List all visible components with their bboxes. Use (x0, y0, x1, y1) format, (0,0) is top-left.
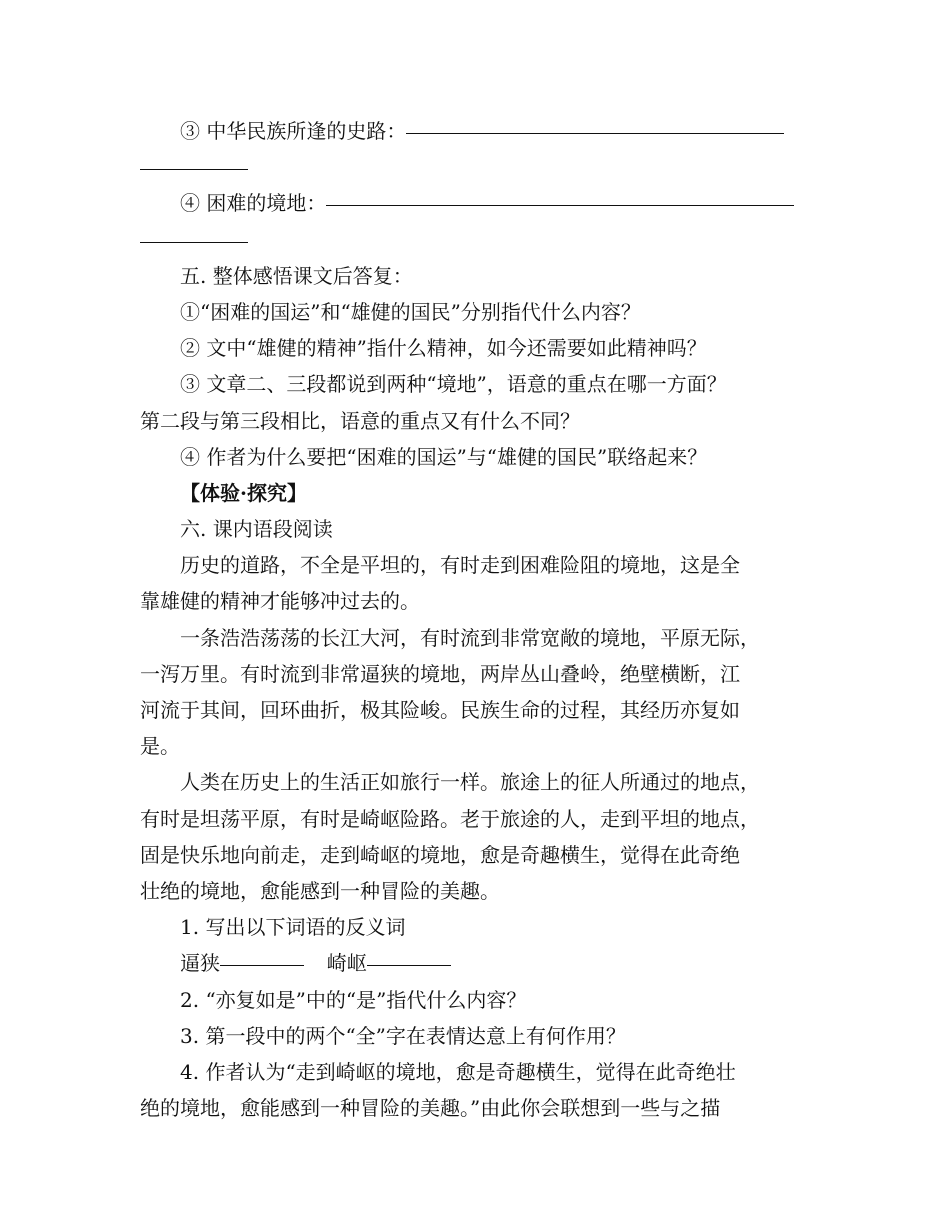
paragraph-2-line: 是。 (140, 734, 180, 759)
question-3-line (140, 113, 810, 149)
document-page (140, 113, 810, 1126)
answer-blank (406, 133, 784, 134)
paragraph-3-line: 人类在历史上的生活正如旅行一样。旅途上的征人所通过的地点， (180, 770, 760, 795)
section-5-title: 五. 整体感悟课文后答复： (180, 263, 413, 288)
paragraph-1-line: 历史的道路，不全是平坦的，有时走到困难险阻的境地，这是全 (180, 553, 740, 578)
answer-blank (367, 965, 451, 966)
section-5-question-4: ④ 作者为什么要把“困难的国运”与“雄健的国民”联络起来？ (180, 444, 708, 469)
antonym-word-1: 逼狭 (180, 951, 220, 976)
section-5-question-3: ③ 文章二、三段都说到两种“境地”，语意的重点在哪一方面？ (180, 372, 727, 397)
answer-blank (220, 965, 304, 966)
exercise-2: 2. “亦复如是”中的“是”指代什么内容？ (180, 987, 527, 1012)
section-header-experience: 【体验·探究】 (180, 480, 307, 505)
antonym-word-2: 崎岖 (326, 951, 367, 976)
answer-blank (140, 242, 248, 243)
exercise-4: 4. 作者认为“走到崎岖的境地，愈是奇趣横生，觉得在此奇绝壮 (180, 1059, 736, 1084)
answer-blank (140, 169, 248, 170)
paragraph-2-line: 一条浩浩荡荡的长江大河，有时流到非常宽敞的境地，平原无际， (180, 625, 760, 650)
question-3-label: ③ 中华民族所逢的史路： (180, 119, 407, 143)
paragraph-2-line: 河流于其间，回环曲折，极其险峻。民族生命的过程，其经历亦复如 (140, 698, 740, 722)
exercise-3: 3. 第一段中的两个“全”字在表情达意上有何作用？ (180, 1023, 626, 1048)
section-5-question-1: ①“困难的国运”和“雄健的国民”分别指代什么内容？ (180, 299, 641, 324)
question-3-continuation (140, 149, 810, 185)
paragraph-1-line: 靠雄健的精神才能够冲过去的。 (140, 589, 420, 614)
exercise-4-continuation: 绝的境地，愈能感到一种冒险的美趣。”由此你会联想到一些与之描 (140, 1096, 721, 1121)
question-4-line (140, 185, 810, 221)
section-5-question-2: ② 文中“雄健的精神”指什么精神，如今还需要如此精神吗？ (180, 336, 707, 361)
section-5-question-3-continuation: 第二段与第三段相比，语意的重点又有什么不同？ (140, 408, 580, 433)
paragraph-3-line: 固是快乐地向前走，走到崎岖的境地，愈是奇趣横生，觉得在此奇绝 (140, 842, 740, 867)
exercise-1: 1. 写出以下词语的反义词 (180, 915, 406, 940)
paragraph-3-line: 有时是坦荡平原，有时是崎岖险路。老于旅途的人，走到平坦的地点， (140, 806, 760, 831)
section-6-title: 六. 课内语段阅读 (180, 517, 333, 542)
question-4-label: ④ 困难的境地： (180, 191, 327, 216)
paragraph-2-line: 一泻万里。有时流到非常逼狭的境地，两岸丛山叠岭，绝壁横断，江 (140, 661, 740, 686)
exercise-1-words (140, 945, 810, 981)
answer-blank (326, 205, 794, 206)
paragraph-3-line: 壮绝的境地，愈能感到一种冒险的美趣。 (140, 878, 500, 903)
question-4-continuation (140, 222, 810, 258)
